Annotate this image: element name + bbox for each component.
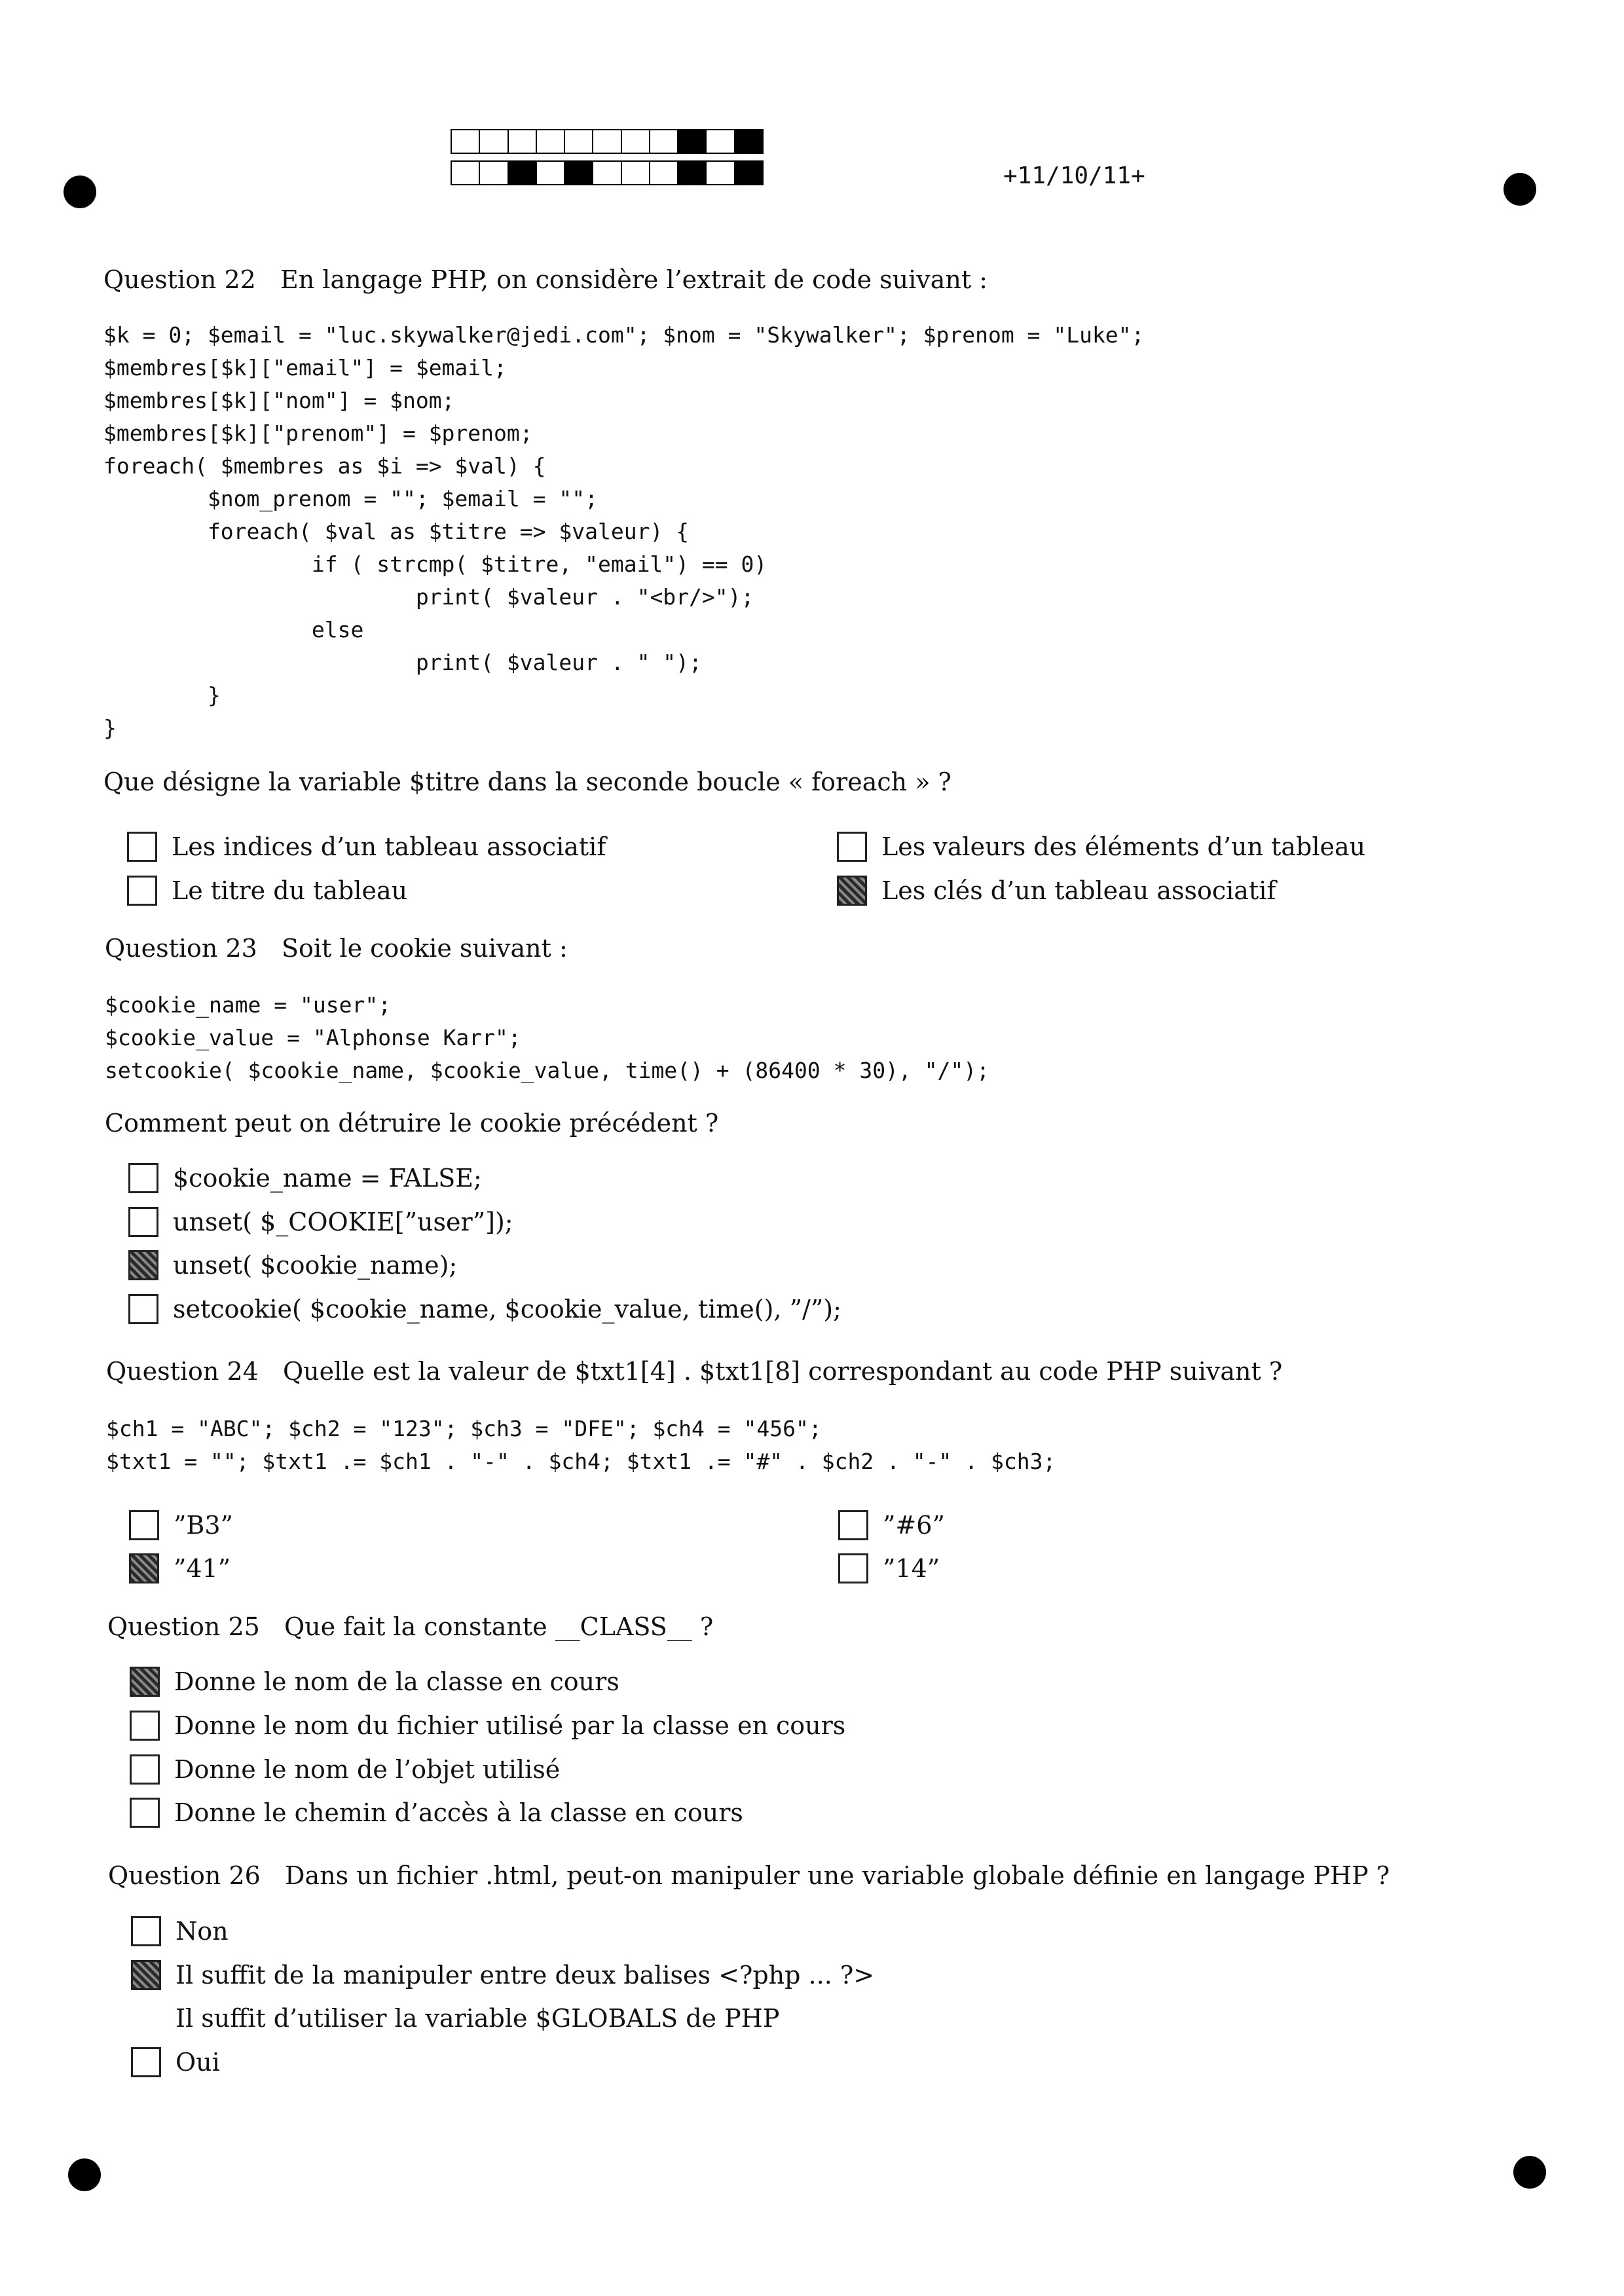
question-label: Question 24	[106, 1357, 259, 1386]
barcode-cell	[734, 129, 764, 154]
question-prompt: Soit le cookie suivant :	[282, 934, 568, 963]
registration-mark-bottom-right	[1513, 2156, 1546, 2189]
option-label: Donne le chemin d’accès à la classe en cours	[174, 1798, 743, 1827]
registration-mark-top-right	[1504, 173, 1536, 206]
barcode-cell	[451, 160, 480, 185]
barcode-cell	[507, 160, 537, 185]
question-24-code: $ch1 = "ABC"; $ch2 = "123"; $ch3 = "DFE"; $ch4 = "456"; $txt1 = ""; $txt1 .= $ch1 . "-" . $ch4; $txt1 .= "#" . $ch2 . "-" . $ch3;	[106, 1416, 1056, 1474]
barcode-cell	[536, 160, 565, 185]
option-label: Donne le nom du fichier utilisé par la classe en cours	[174, 1711, 846, 1740]
question-prompt: Quelle est la valeur de $txt1[4] . $txt1[8] correspondant au code PHP suivant ?	[283, 1357, 1283, 1386]
checkbox[interactable]	[130, 1754, 160, 1785]
barcode-cell	[564, 129, 593, 154]
barcode-cell	[649, 160, 678, 185]
option-label: Non	[175, 1917, 229, 1946]
checkbox[interactable]	[838, 1553, 868, 1583]
q22-option-1[interactable]	[127, 832, 606, 862]
option-label: unset( $_COOKIE[”user”]);	[173, 1208, 513, 1236]
barcode-cell	[734, 160, 764, 185]
q22-option-3[interactable]	[127, 876, 407, 906]
barcode-cell	[621, 160, 650, 185]
checkbox[interactable]	[130, 1711, 160, 1741]
checkbox[interactable]	[837, 832, 867, 862]
question-label: Question 25	[107, 1612, 260, 1641]
checkbox[interactable]	[128, 1250, 158, 1280]
checkbox-missing	[131, 2003, 161, 2033]
q23-option-4[interactable]	[128, 1294, 841, 1324]
question-25-header	[107, 1612, 713, 1641]
option-label: ”B3”	[174, 1511, 233, 1540]
barcode-cell	[677, 129, 707, 154]
barcode-cell	[479, 160, 508, 185]
checkbox[interactable]	[131, 1916, 161, 1946]
checkbox[interactable]	[128, 1207, 158, 1237]
q24-option-3[interactable]	[129, 1553, 231, 1583]
q24-option-2[interactable]	[838, 1510, 945, 1540]
option-label: Il suffit de la manipuler entre deux balises <?php ... ?>	[175, 1961, 875, 1990]
q25-option-4[interactable]	[130, 1798, 743, 1828]
option-label: Il suffit d’utiliser la variable $GLOBALS de PHP	[175, 2004, 780, 2033]
checkbox[interactable]	[130, 1798, 160, 1828]
q24-option-4[interactable]	[838, 1553, 940, 1583]
barcode-cell	[592, 160, 621, 185]
option-label: Les indices d’un tableau associatif	[172, 832, 606, 861]
q22-option-4[interactable]	[837, 876, 1276, 906]
question-prompt: Que fait la constante __CLASS__ ?	[284, 1612, 714, 1641]
barcode-cell	[451, 129, 480, 154]
question-prompt: Dans un fichier .html, peut-on manipuler une variable globale définie en langage PHP ?	[285, 1861, 1390, 1890]
option-label: Le titre du tableau	[172, 876, 408, 905]
q25-option-2[interactable]	[130, 1711, 845, 1741]
option-label: setcookie( $cookie_name, $cookie_value, time(), ”/”);	[173, 1295, 841, 1324]
barcode-cell	[705, 160, 735, 185]
q25-option-1[interactable]	[130, 1667, 619, 1697]
question-26-header	[108, 1861, 1390, 1890]
q26-option-4[interactable]	[131, 2047, 220, 2077]
checkbox[interactable]	[129, 1553, 159, 1583]
barcode-row-bottom	[451, 160, 762, 185]
question-label: Question 23	[105, 934, 257, 963]
barcode-row-top	[451, 129, 762, 154]
barcode-cell	[592, 129, 621, 154]
option-label: unset( $cookie_name);	[173, 1251, 458, 1280]
option-label: Donne le nom de la classe en cours	[174, 1667, 619, 1696]
barcode-cell	[677, 160, 707, 185]
checkbox[interactable]	[127, 876, 157, 906]
checkbox[interactable]	[130, 1667, 160, 1697]
barcode-cell	[649, 129, 678, 154]
checkbox[interactable]	[127, 832, 157, 862]
checkbox[interactable]	[128, 1294, 158, 1324]
q26-option-2[interactable]	[131, 1960, 874, 1990]
checkbox[interactable]	[131, 2047, 161, 2077]
q25-option-3[interactable]	[130, 1754, 560, 1785]
question-24-header	[106, 1357, 1282, 1386]
checkbox[interactable]	[128, 1163, 158, 1193]
option-label: Donne le nom de l’objet utilisé	[174, 1755, 561, 1784]
page-code: +11/10/11+	[1003, 162, 1145, 189]
question-23-code: $cookie_name = "user"; $cookie_value = "Alphonse Karr"; setcookie( $cookie_name, $cookie_value, time() + (86400 * 30), "/");	[105, 992, 990, 1083]
option-label: ”41”	[174, 1554, 231, 1583]
q23-option-2[interactable]	[128, 1207, 513, 1237]
barcode-cell	[705, 129, 735, 154]
option-label: ”14”	[883, 1554, 940, 1583]
question-label: Question 26	[108, 1861, 261, 1890]
checkbox[interactable]	[129, 1510, 159, 1540]
checkbox[interactable]	[838, 1510, 868, 1540]
registration-mark-top-left	[64, 176, 96, 208]
q26-option-1[interactable]	[131, 1916, 229, 1946]
q23-option-1[interactable]	[128, 1163, 482, 1193]
option-label: Les valeurs des éléments d’un tableau	[881, 832, 1366, 861]
barcode-cell	[536, 129, 565, 154]
q24-option-1[interactable]	[129, 1510, 233, 1540]
checkbox[interactable]	[837, 876, 867, 906]
q26-option-3[interactable]	[131, 2003, 779, 2033]
option-label: ”#6”	[883, 1511, 945, 1540]
question-23-text: Comment peut on détruire le cookie précédent ?	[105, 1109, 719, 1138]
q22-option-2[interactable]	[837, 832, 1365, 862]
q23-option-3[interactable]	[128, 1250, 457, 1280]
barcode-cell	[507, 129, 537, 154]
option-label: $cookie_name = FALSE;	[173, 1164, 482, 1193]
option-label: Les clés d’un tableau associatif	[881, 876, 1276, 905]
checkbox[interactable]	[131, 1960, 161, 1990]
question-label: Question 22	[103, 265, 256, 294]
question-22-header	[103, 265, 987, 294]
option-label: Oui	[175, 2048, 220, 2077]
question-22-code: $k = 0; $email = "luc.skywalker@jedi.com"; $nom = "Skywalker"; $prenom = "Luke"; $membres[$k]["email"] = $email; $membres[$k]["nom"] = $nom; $membres[$k]["prenom"] = $prenom; foreach( $membres as $i => $val) { $nom_prenom = ""; $email = ""; foreach( $val as $titre => $valeur) { if ( strcmp( $titre, "email") == 0) print( $valeur . "<br/>"); else print( $valeur . " "); } }	[103, 322, 1145, 741]
barcode-cell	[564, 160, 593, 185]
barcode-cell	[479, 129, 508, 154]
question-22-text: Que désigne la variable $titre dans la seconde boucle « foreach » ?	[103, 768, 951, 796]
question-prompt: En langage PHP, on considère l’extrait de code suivant :	[280, 265, 988, 294]
question-23-header	[105, 934, 568, 963]
barcode-cell	[621, 129, 650, 154]
registration-mark-bottom-left	[68, 2158, 101, 2191]
